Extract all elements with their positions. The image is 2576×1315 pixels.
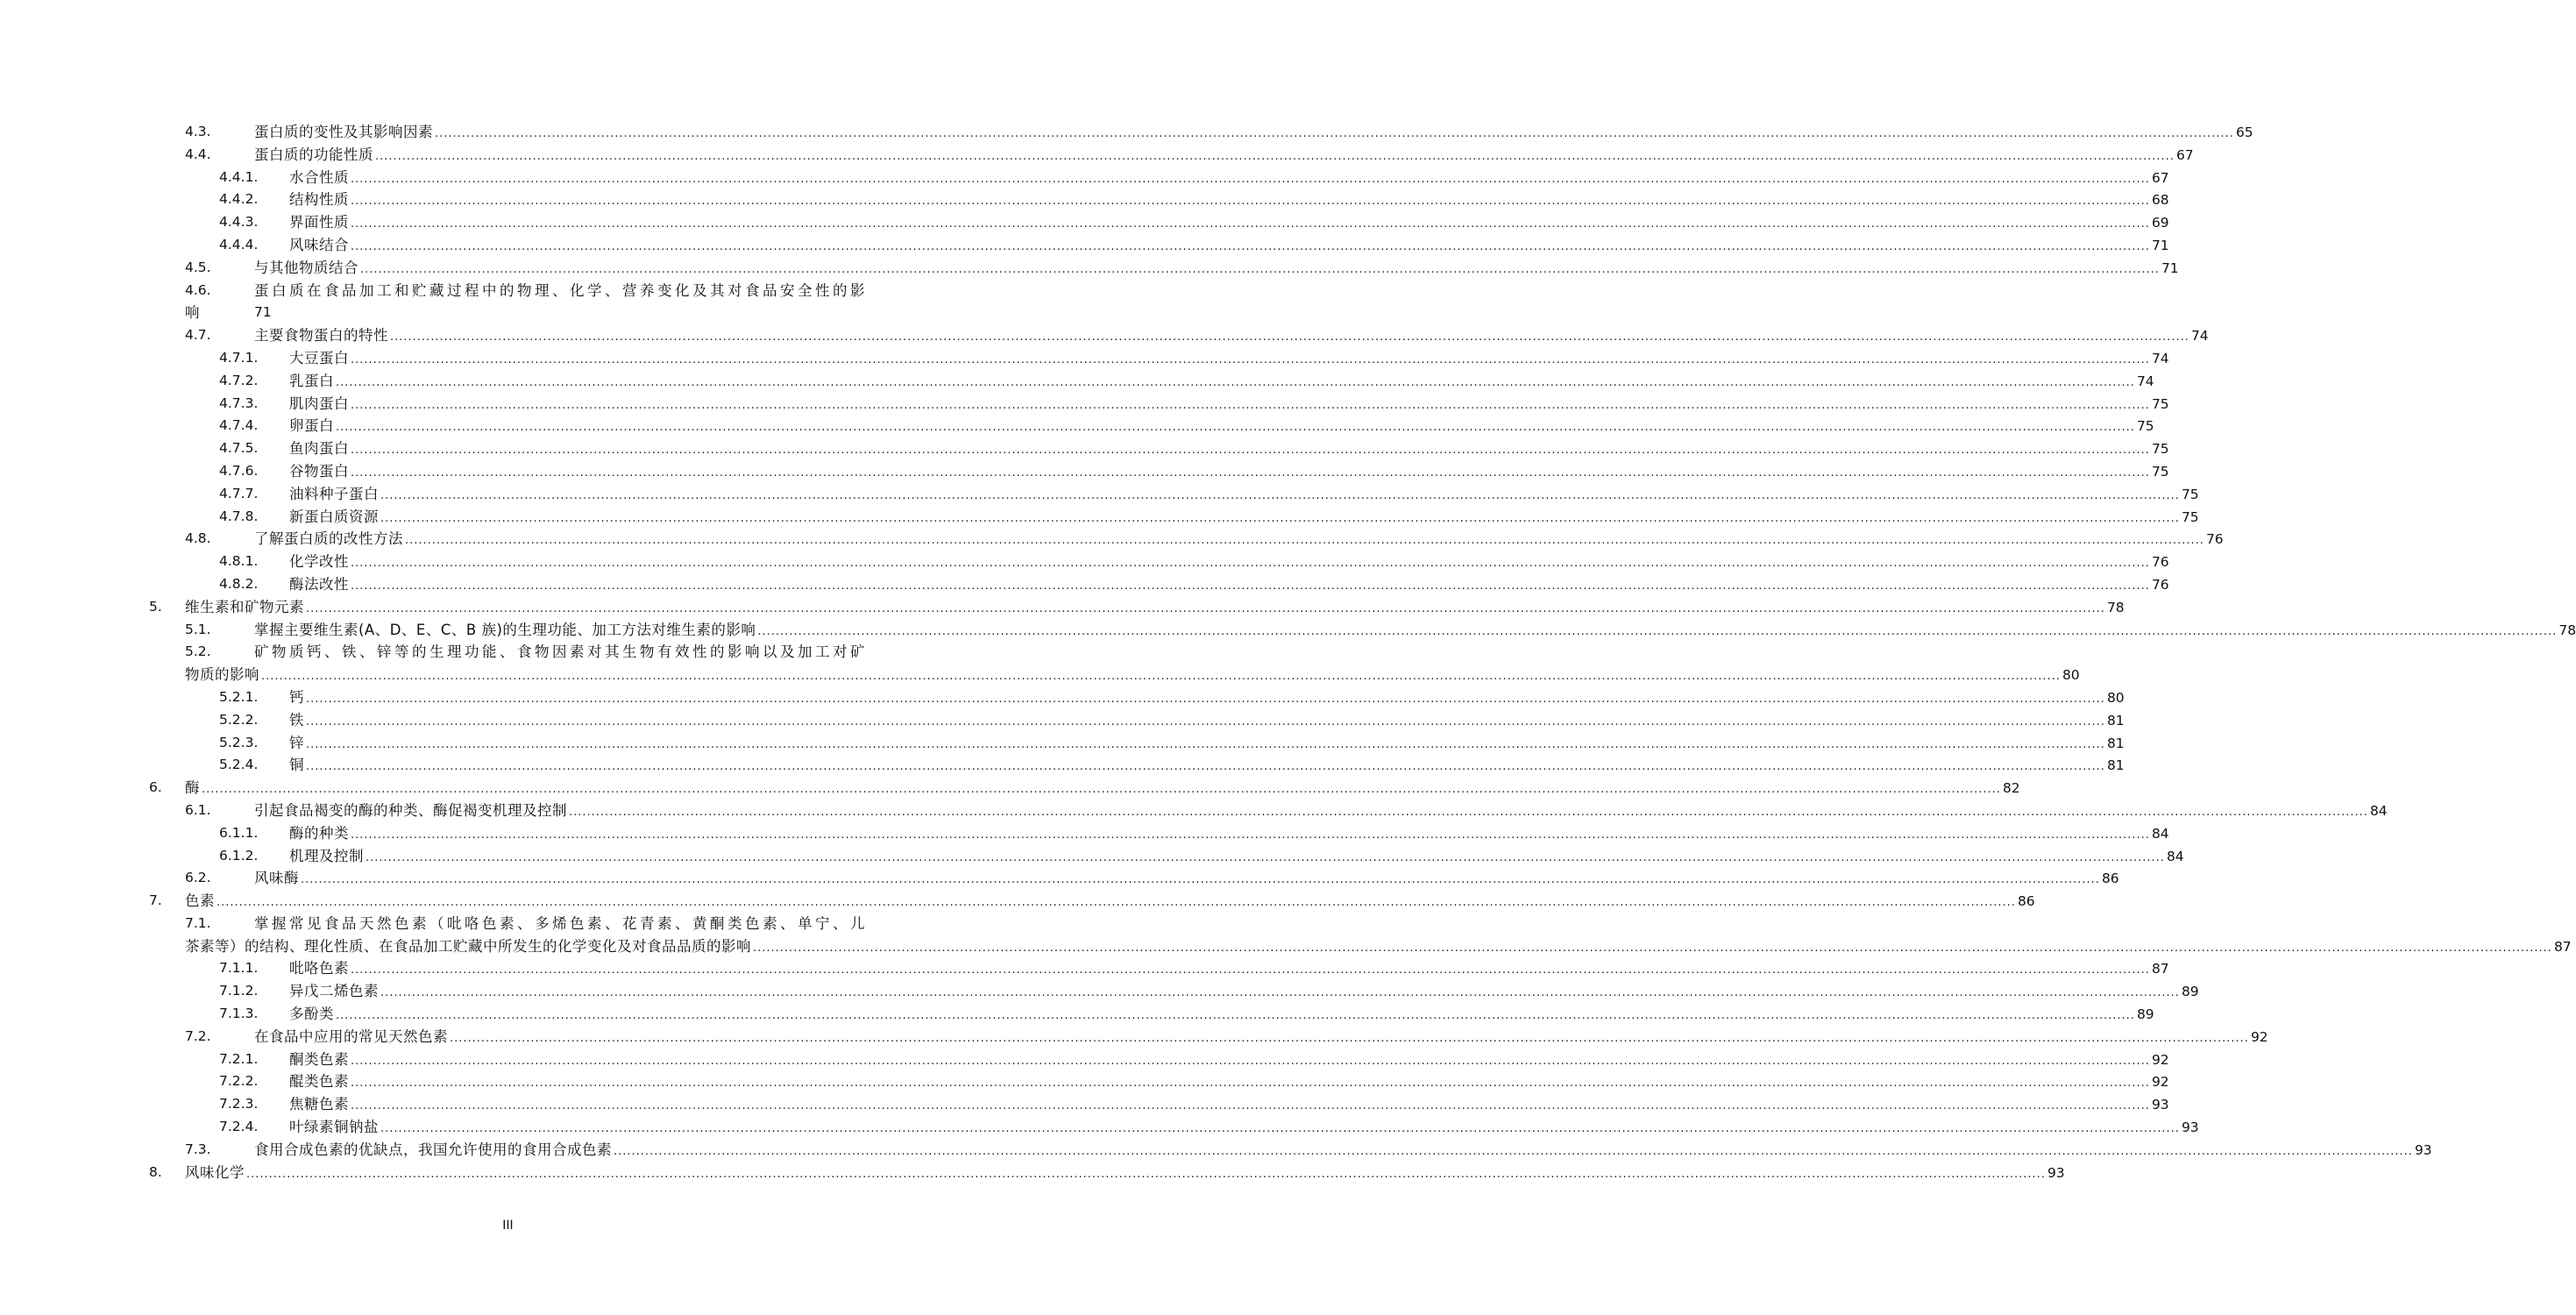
toc-entry[interactable] — [0, 437, 2169, 460]
toc-entry-page: 93 — [2047, 1164, 2065, 1181]
toc-entry-page: 76 — [2151, 576, 2169, 593]
toc-leader-dots: ................................................................................................................................................................................................................................................................................................................................................................................................................ — [360, 262, 2160, 276]
toc-leader-dots: ................................................................................................................................................................................................................................................................................................................................................................................................................ — [405, 534, 2204, 548]
toc-entry-page: 78 — [2558, 622, 2576, 638]
toc-entry-page: 84 — [2369, 802, 2388, 819]
toc-leader-dots: ................................................................................................................................................................................................................................................................................................................................................................................................................ — [351, 828, 2150, 842]
toc-entry-body — [254, 144, 2194, 168]
toc-entry-page: 93 — [2181, 1120, 2199, 1136]
toc-entry-page: 69 — [2151, 215, 2169, 231]
toc-entry[interactable] — [0, 822, 2169, 845]
toc-entry-title: 与其他物质结合 — [254, 259, 358, 276]
toc-entry-body — [289, 437, 2169, 462]
toc-entry-number: 4.4.4. — [219, 236, 259, 252]
toc-entry-title: 谷物蛋白 — [289, 462, 349, 480]
toc-entry-number: 7.1.3. — [219, 1006, 259, 1022]
toc-entry-page: 89 — [2181, 984, 2199, 1000]
toc-entry-number: 4.7.8. — [219, 508, 259, 524]
toc-entry-title: 结构性质 — [289, 191, 349, 209]
toc-entry-title: 食用合成色素的优缺点，我国允许使用的食用合成色素 — [254, 1141, 612, 1158]
toc-entry-body — [289, 1003, 2154, 1027]
toc-entry-title: 掌握主要维生素(A、D、E、C、B 族)的生理功能、加工方法对维生素的影响 — [254, 621, 756, 638]
toc-entry[interactable] — [0, 211, 2169, 234]
toc-entry[interactable] — [0, 551, 2169, 573]
toc-entry-title-continued: 茶素等）的结构、理化性质、在食品加工贮藏中所发生的化学变化及对食品品质的影响 — [185, 937, 751, 955]
toc-leader-dots: ................................................................................................................................................................................................................................................................................................................................................................................................................ — [351, 1077, 2150, 1091]
toc-leader-dots: ................................................................................................................................................................................................................................................................................................................................................................................................................ — [351, 1054, 2150, 1068]
toc-entry-number: 4.7.1. — [219, 349, 259, 366]
toc-leader-dots: ................................................................................................................................................................................................................................................................................................................................................................................................................ — [614, 1144, 2413, 1158]
toc-entry-title: 风味酶 — [254, 870, 299, 887]
toc-leader-dots: ................................................................................................................................................................................................................................................................................................................................................................................................................ — [380, 511, 2180, 525]
toc-entry-continuation — [0, 935, 2572, 958]
toc-entry-body — [289, 234, 2169, 259]
toc-entry-page: 76 — [2151, 554, 2169, 571]
toc-entry-page: 71 — [254, 304, 272, 321]
toc-entry-body — [289, 483, 2199, 508]
toc-entry-body — [185, 935, 2572, 960]
toc-leader-dots: ................................................................................................................................................................................................................................................................................................................................................................................................................ — [380, 986, 2180, 1000]
toc-entry-title: 引起食品褐变的酶的种类、酶促褐变机理及控制 — [254, 801, 567, 819]
toc-entry-number: 4.7. — [185, 327, 211, 344]
toc-entry-page: 81 — [2106, 757, 2125, 774]
toc-leader-dots: ................................................................................................................................................................................................................................................................................................................................................................................................................ — [351, 963, 2150, 977]
toc-entry-page: 86 — [2101, 871, 2119, 887]
toc-entry-number: 4.7.2. — [219, 372, 259, 388]
toc-entry-number: 8. — [149, 1163, 162, 1180]
toc-entry-body — [185, 1162, 2065, 1186]
toc-entry-page: 80 — [2062, 667, 2080, 684]
toc-entry[interactable] — [0, 528, 2224, 551]
toc-entry-number: 6. — [149, 779, 162, 796]
toc-entry-title: 水合性质 — [289, 168, 349, 186]
toc-entry-number: 4.6. — [185, 281, 211, 298]
toc-leader-dots: ................................................................................................................................................................................................................................................................................................................................................................................................................ — [306, 601, 2105, 615]
toc-entry-number: 5. — [149, 598, 162, 615]
toc-entry-body — [254, 257, 2179, 281]
toc-entry-title: 新蛋白质资源 — [289, 508, 379, 525]
toc-entry-number: 4.7.3. — [219, 394, 259, 411]
toc-entry[interactable] — [0, 890, 2035, 913]
toc-entry-body — [289, 754, 2125, 778]
toc-entry-body — [289, 709, 2125, 734]
toc-entry[interactable] — [0, 188, 2169, 211]
toc-entry[interactable] — [0, 1162, 2065, 1184]
toc-entry-title: 蛋白质的变性及其影响因素 — [254, 124, 433, 140]
toc-entry-number: 7.1.2. — [219, 983, 259, 999]
toc-entry-number: 7.2. — [185, 1027, 211, 1044]
toc-entry-number: 4.5. — [185, 259, 211, 275]
toc-leader-dots: ................................................................................................................................................................................................................................................................................................................................................................................................................ — [365, 850, 2165, 864]
toc-leader-dots: ................................................................................................................................................................................................................................................................................................................................................................................................................ — [351, 557, 2150, 571]
toc-entry-title: 了解蛋白质的改性方法 — [254, 530, 403, 548]
toc-entry[interactable] — [0, 347, 2169, 370]
toc-entry[interactable] — [0, 913, 1016, 935]
toc-entry[interactable] — [0, 144, 2194, 167]
toc-entry-title-continued: 响 — [185, 304, 200, 322]
toc-leader-dots: ................................................................................................................................................................................................................................................................................................................................................................................................................ — [202, 783, 2001, 797]
toc-entry-page: 67 — [2175, 146, 2194, 163]
toc-leader-dots: ................................................................................................................................................................................................................................................................................................................................................................................................................ — [336, 375, 2135, 389]
toc-leader-dots: ................................................................................................................................................................................................................................................................................................................................................................................................................ — [306, 714, 2105, 729]
toc-entry-title: 卵蛋白 — [289, 417, 334, 435]
toc-entry-number: 4.4. — [185, 146, 211, 162]
toc-entry[interactable] — [0, 324, 2209, 347]
toc-entry-page: 78 — [2106, 599, 2125, 615]
toc-leader-dots: ................................................................................................................................................................................................................................................................................................................................................................................................................ — [301, 873, 2100, 887]
toc-entry-title: 焦糖色素 — [289, 1096, 349, 1113]
toc-entry[interactable] — [0, 1070, 2169, 1093]
toc-entry-title-continued: 物质的影响 — [185, 666, 259, 684]
toc-entry-title: 大豆蛋白 — [289, 349, 349, 366]
toc-leader-dots: ................................................................................................................................................................................................................................................................................................................................................................................................................ — [336, 1009, 2135, 1023]
toc-entry-title: 锌 — [289, 734, 304, 751]
toc-entry-body — [289, 370, 2154, 394]
toc-entry-page: 74 — [2151, 350, 2169, 366]
toc-entry-page: 93 — [2151, 1097, 2169, 1113]
toc-leader-dots: ................................................................................................................................................................................................................................................................................................................................................................................................................ — [757, 624, 2558, 638]
toc-entry-number: 7.2.1. — [219, 1050, 259, 1067]
toc-entry-title: 鱼肉蛋白 — [289, 440, 349, 458]
toc-entry-title: 化学改性 — [289, 553, 349, 571]
toc-entry-number: 4.7.4. — [219, 417, 259, 434]
toc-entry-number: 7.1. — [185, 914, 211, 931]
toc-entry[interactable] — [0, 506, 2199, 529]
toc-leader-dots: ................................................................................................................................................................................................................................................................................................................................................................................................................ — [351, 444, 2150, 458]
toc-entry-page: 84 — [2166, 848, 2184, 864]
toc-entry[interactable] — [0, 393, 2169, 416]
toc-entry-page: 74 — [2136, 373, 2154, 389]
toc-entry-page: 67 — [2151, 169, 2169, 186]
toc-entry-page: 81 — [2106, 712, 2125, 729]
toc-entry-page: 71 — [2151, 237, 2169, 253]
toc-entry[interactable] — [0, 1026, 2268, 1048]
toc-entry[interactable] — [0, 370, 2154, 393]
toc-entry-number: 5.2. — [185, 643, 211, 660]
toc-leader-dots: ................................................................................................................................................................................................................................................................................................................................................................................................................ — [246, 1167, 2046, 1181]
toc-entry-body — [254, 867, 2119, 892]
toc-entry-title: 乳蛋白 — [289, 372, 334, 389]
toc-entry-number: 6.1. — [185, 801, 211, 818]
toc-leader-dots: ................................................................................................................................................................................................................................................................................................................................................................................................................ — [351, 195, 2150, 209]
toc-entry[interactable] — [0, 957, 2169, 980]
toc-entry-number: 7.2.4. — [219, 1119, 259, 1135]
toc-leader-dots: ................................................................................................................................................................................................................................................................................................................................................................................................................ — [569, 805, 2368, 819]
toc-entry-page: 75 — [2151, 395, 2169, 412]
toc-entry[interactable] — [0, 709, 2125, 732]
toc-entry-title: 钙 — [289, 688, 304, 706]
toc-entry-body — [289, 957, 2169, 982]
toc-entry[interactable] — [0, 415, 2154, 437]
toc-entry-number: 4.7.5. — [219, 440, 259, 457]
toc-entry-body — [289, 573, 2169, 598]
toc-leader-dots: ................................................................................................................................................................................................................................................................................................................................................................................................................ — [351, 172, 2150, 186]
toc-entry-body — [254, 1139, 2432, 1163]
toc-entry[interactable] — [0, 845, 2184, 868]
toc-entry-page: 71 — [2161, 259, 2179, 276]
toc-entry-title: 主要食物蛋白的特性 — [254, 327, 388, 345]
toc-entry[interactable] — [0, 167, 2169, 189]
toc-entry-title: 吡咯色素 — [289, 960, 349, 977]
toc-entry-body — [289, 460, 2169, 485]
toc-entry-body — [185, 890, 2035, 914]
toc-entry[interactable] — [0, 641, 1016, 664]
toc-leader-dots: ................................................................................................................................................................................................................................................................................................................................................................................................................ — [375, 149, 2175, 163]
toc-entry[interactable] — [0, 483, 2199, 506]
toc-entry-page: 75 — [2181, 486, 2199, 502]
toc-entry-page: 86 — [2017, 893, 2035, 910]
toc-leader-dots: ................................................................................................................................................................................................................................................................................................................................................................................................................ — [753, 941, 2552, 955]
toc-entry-body — [289, 167, 2169, 191]
toc-entry-title: 铜 — [289, 757, 304, 774]
toc-entry-body — [185, 664, 2080, 688]
toc-entry-continuation — [0, 664, 2080, 686]
toc-entry-number: 4.4.1. — [219, 168, 259, 185]
toc-entry[interactable] — [0, 596, 2125, 619]
toc-leader-dots: ................................................................................................................................................................................................................................................................................................................................................................................................................ — [351, 579, 2150, 593]
toc-entry-title: 酶法改性 — [289, 575, 349, 593]
toc-leader-dots: ................................................................................................................................................................................................................................................................................................................................................................................................................ — [261, 670, 2061, 684]
table-of-contents — [0, 121, 2576, 1184]
toc-entry-page: 74 — [2190, 328, 2209, 345]
toc-entry-number: 4.8.1. — [219, 553, 259, 570]
toc-entry[interactable] — [0, 1116, 2199, 1139]
toc-entry-number: 5.1. — [185, 621, 211, 637]
toc-entry-page: 75 — [2151, 463, 2169, 480]
toc-entry-number: 7.2.2. — [219, 1073, 259, 1090]
toc-entry-number: 5.2.4. — [219, 757, 259, 773]
toc-entry-title: 机理及控制 — [289, 847, 364, 864]
toc-leader-dots: ................................................................................................................................................................................................................................................................................................................................................................................................................ — [306, 760, 2105, 774]
toc-entry[interactable] — [0, 573, 2169, 596]
toc-leader-dots: ................................................................................................................................................................................................................................................................................................................................................................................................................ — [435, 127, 2234, 140]
toc-entry-body — [289, 1070, 2169, 1095]
toc-entry-page: 81 — [2106, 735, 2125, 751]
toc-entry-number: 7.2.3. — [219, 1096, 259, 1112]
toc-entry-title: 风味化学 — [185, 1163, 245, 1181]
toc-leader-dots: ................................................................................................................................................................................................................................................................................................................................................................................................................ — [336, 421, 2135, 435]
toc-entry-number: 5.2.1. — [219, 688, 259, 705]
toc-entry-page: 75 — [2136, 418, 2154, 435]
toc-entry-body — [289, 732, 2125, 757]
toc-entry[interactable] — [0, 686, 2125, 709]
toc-leader-dots: ................................................................................................................................................................................................................................................................................................................................................................................................................ — [351, 466, 2150, 480]
toc-entry-continuation — [0, 302, 1016, 324]
toc-entry-title: 掌握常见食品天然色素（吡咯色素、多烯色素、花青素、黄酮类色素、单宁、儿 — [254, 914, 865, 932]
toc-entry-number: 6.1.1. — [219, 824, 259, 841]
toc-entry-body — [289, 1048, 2169, 1073]
toc-entry-body — [185, 596, 2125, 621]
toc-entry[interactable] — [0, 754, 2125, 777]
toc-entry-number: 4.4.2. — [219, 191, 259, 208]
toc-entry-body — [289, 980, 2199, 1005]
toc-entry-title: 铁 — [289, 711, 304, 729]
toc-entry[interactable] — [0, 777, 2020, 800]
toc-entry-title: 油料种子蛋白 — [289, 485, 379, 502]
toc-entry[interactable] — [0, 1139, 2432, 1162]
toc-entry[interactable] — [0, 800, 2388, 822]
toc-entry-page: 75 — [2151, 441, 2169, 458]
toc-entry[interactable] — [0, 1048, 2169, 1071]
toc-leader-dots: ................................................................................................................................................................................................................................................................................................................................................................................................................ — [380, 488, 2180, 502]
toc-entry-number: 4.8.2. — [219, 575, 259, 592]
toc-entry-number: 4.7.6. — [219, 462, 259, 479]
toc-entry-body — [289, 822, 2169, 847]
toc-leader-dots: ................................................................................................................................................................................................................................................................................................................................................................................................................ — [216, 896, 2016, 910]
toc-entry[interactable] — [0, 867, 2119, 890]
toc-entry-title: 酶的种类 — [289, 824, 349, 842]
toc-entry-page: 76 — [2205, 531, 2224, 548]
toc-entry-body — [289, 415, 2154, 439]
toc-entry-body — [289, 845, 2184, 870]
toc-entry-body — [254, 121, 2253, 146]
toc-leader-dots: ................................................................................................................................................................................................................................................................................................................................................................................................................ — [450, 1031, 2249, 1045]
toc-entry[interactable] — [0, 121, 2253, 144]
toc-entry-number: 5.2.3. — [219, 734, 259, 750]
toc-entry-page: 92 — [2250, 1028, 2268, 1045]
toc-entry[interactable] — [0, 732, 2125, 755]
toc-entry-title: 风味结合 — [289, 236, 349, 253]
toc-entry-body — [289, 211, 2169, 236]
toc-entry-body — [289, 1116, 2199, 1141]
toc-entry-title: 异戊二烯色素 — [289, 983, 379, 1000]
toc-entry-title: 维生素和矿物元素 — [185, 598, 304, 615]
toc-entry-body — [289, 188, 2169, 213]
toc-entry-title: 色素 — [185, 892, 215, 910]
page-number: III — [502, 1219, 514, 1233]
toc-leader-dots: ................................................................................................................................................................................................................................................................................................................................................................................................................ — [390, 331, 2189, 345]
toc-entry[interactable] — [0, 280, 1016, 302]
toc-entry-page: 68 — [2151, 192, 2169, 209]
toc-entry-title: 酶 — [185, 779, 200, 797]
toc-entry-title: 酮类色素 — [289, 1050, 349, 1068]
toc-entry[interactable] — [0, 619, 2576, 642]
toc-entry-page: 87 — [2151, 961, 2169, 977]
toc-entry[interactable] — [0, 1003, 2154, 1026]
toc-entry-number: 4.3. — [185, 124, 211, 139]
toc-entry[interactable] — [0, 234, 2169, 257]
toc-entry-number: 6.2. — [185, 870, 211, 886]
toc-entry-number: 7.3. — [185, 1141, 211, 1157]
toc-entry-page: 92 — [2151, 1051, 2169, 1068]
toc-entry-body — [289, 506, 2199, 530]
toc-entry-body — [254, 1026, 2268, 1050]
toc-leader-dots: ................................................................................................................................................................................................................................................................................................................................................................................................................ — [351, 239, 2150, 253]
toc-entry-title: 在食品中应用的常见天然色素 — [254, 1027, 448, 1045]
toc-leader-dots: ................................................................................................................................................................................................................................................................................................................................................................................................................ — [351, 398, 2150, 412]
toc-entry-body — [254, 619, 2576, 643]
toc-entry-number: 5.2.2. — [219, 711, 259, 728]
toc-entry-body — [289, 347, 2169, 372]
toc-entry-body — [289, 1093, 2169, 1118]
toc-entry[interactable] — [0, 460, 2169, 483]
toc-entry-body — [254, 800, 2388, 824]
toc-leader-dots: ................................................................................................................................................................................................................................................................................................................................................................................................................ — [351, 217, 2150, 231]
toc-entry-body — [185, 777, 2020, 801]
toc-entry-page: 80 — [2106, 689, 2125, 706]
toc-entry-title: 蛋白质在食品加工和贮藏过程中的物理、化学、营养变化及其对食品安全性的影 — [254, 281, 865, 299]
toc-entry-body — [254, 324, 2209, 349]
toc-entry-number: 7.1.1. — [219, 960, 259, 977]
toc-entry-number: 4.8. — [185, 530, 211, 547]
toc-entry-page: 65 — [2235, 124, 2253, 140]
toc-leader-dots: ................................................................................................................................................................................................................................................................................................................................................................................................................ — [351, 1099, 2150, 1113]
toc-entry-number: 4.7.7. — [219, 485, 259, 501]
toc-entry-title: 肌肉蛋白 — [289, 394, 349, 412]
toc-entry[interactable] — [0, 980, 2199, 1003]
toc-leader-dots: ................................................................................................................................................................................................................................................................................................................................................................................................................ — [306, 692, 2105, 706]
toc-entry-title: 叶绿素铜钠盐 — [289, 1119, 379, 1136]
toc-entry-page: 82 — [2002, 780, 2020, 797]
toc-entry-body — [289, 393, 2169, 417]
toc-entry-number: 6.1.2. — [219, 847, 259, 864]
toc-entry-number: 7. — [149, 892, 162, 909]
toc-entry-title: 蛋白质的功能性质 — [254, 146, 373, 163]
toc-entry-page: 84 — [2151, 825, 2169, 842]
toc-entry-body — [289, 686, 2125, 711]
toc-entry-page: 75 — [2181, 508, 2199, 525]
toc-entry-title: 醌类色素 — [289, 1073, 349, 1091]
toc-entry[interactable] — [0, 1093, 2169, 1116]
toc-entry-body — [254, 528, 2224, 552]
toc-entry-page: 92 — [2151, 1074, 2169, 1091]
toc-leader-dots: ................................................................................................................................................................................................................................................................................................................................................................................................................ — [306, 737, 2105, 751]
toc-entry[interactable] — [0, 257, 2179, 280]
toc-entry-title: 界面性质 — [289, 214, 349, 231]
toc-leader-dots: ................................................................................................................................................................................................................................................................................................................................................................................................................ — [380, 1122, 2180, 1136]
toc-entry-body — [289, 551, 2169, 575]
toc-leader-dots: ................................................................................................................................................................................................................................................................................................................................................................................................................ — [351, 352, 2150, 366]
toc-entry-number: 4.4.3. — [219, 214, 259, 231]
toc-entry-title: 矿物质钙、铁、锌等的生理功能、食物因素对其生物有效性的影响以及加工对矿 — [254, 643, 865, 661]
toc-entry-page: 89 — [2136, 1006, 2154, 1023]
toc-entry-page: 93 — [2414, 1141, 2432, 1158]
toc-entry-page: 87 — [2553, 938, 2572, 955]
toc-entry-title: 多酚类 — [289, 1006, 334, 1023]
